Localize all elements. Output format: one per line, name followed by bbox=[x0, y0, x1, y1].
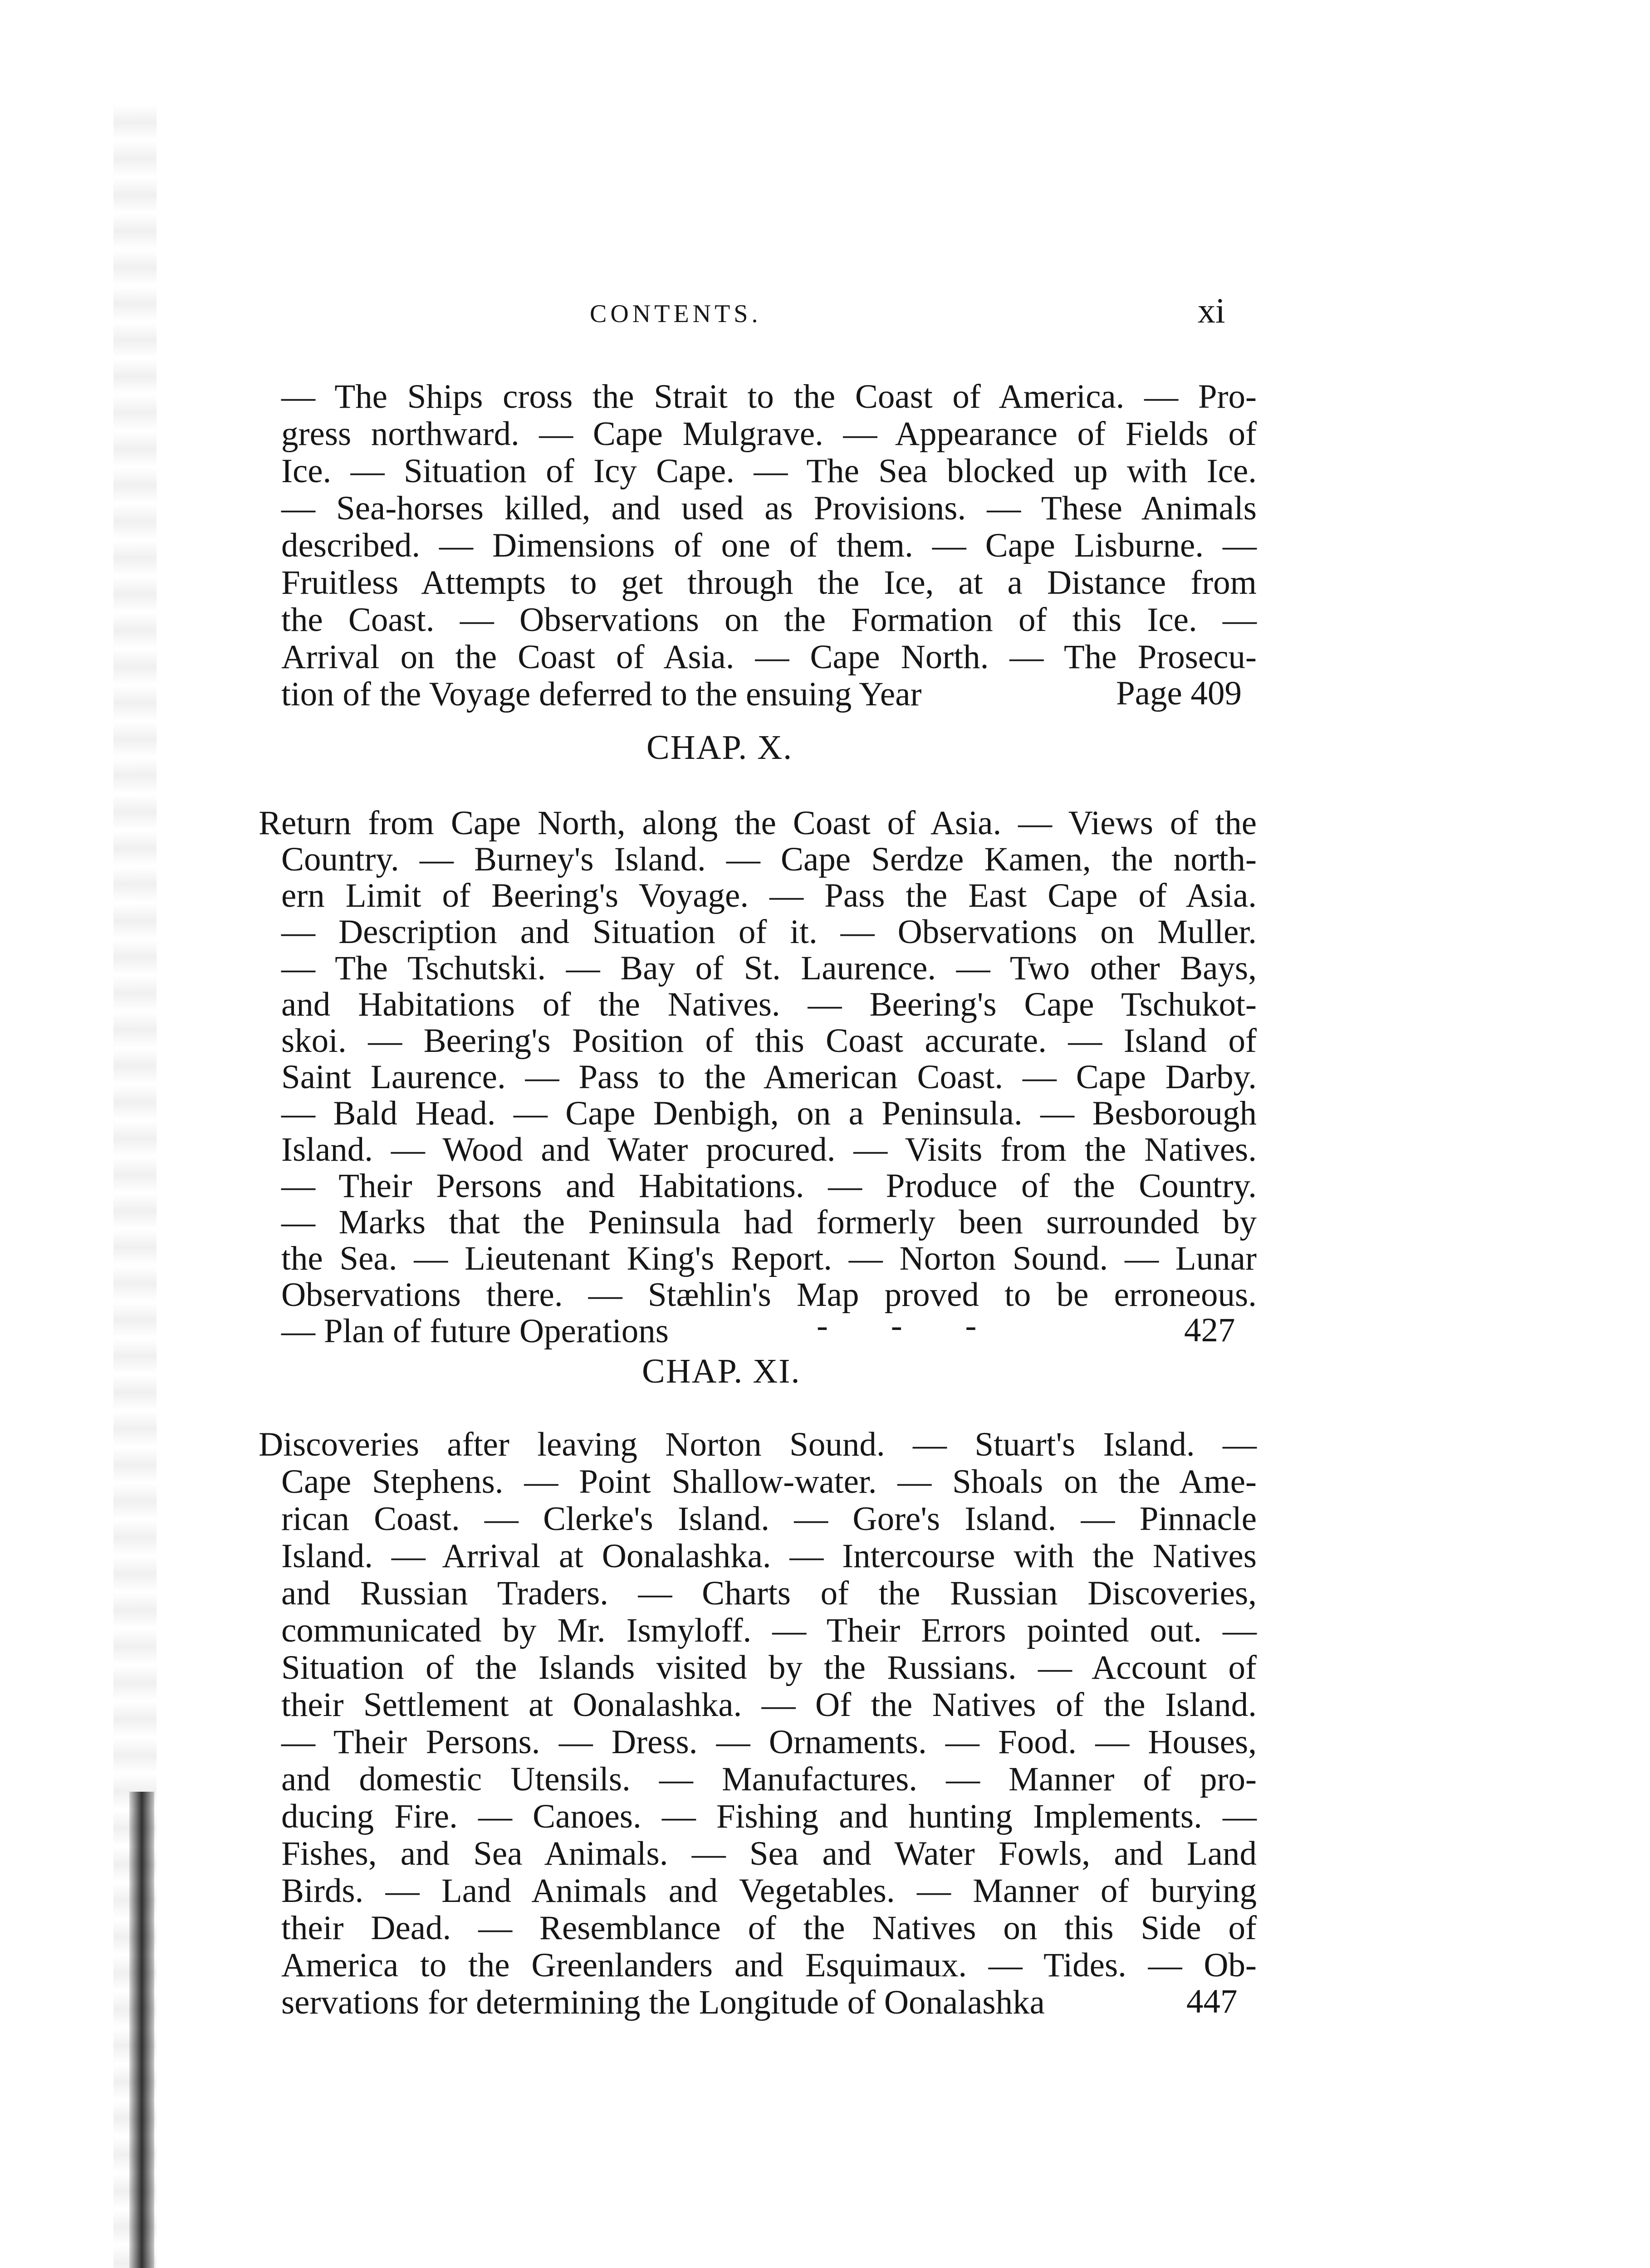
text-line: and Habitations of the Natives. — Beering's Cape Tschukot- bbox=[281, 986, 1257, 1023]
text-line: Cape Stephens. — Point Shallow-water. — Shoals on the Ame- bbox=[281, 1463, 1257, 1501]
text-line: the Coast. — Observations on the Formation of this Ice. — bbox=[281, 601, 1257, 639]
text-line: Situation of the Islands visited by the Russians. — Account of bbox=[281, 1649, 1257, 1686]
running-header: CONTENTS. bbox=[590, 300, 762, 328]
text-line: — Sea-horses killed, and used as Provisions. — These Animals bbox=[281, 489, 1257, 527]
text-line: communicated by Mr. Ismyloff. — Their Errors pointed out. — bbox=[281, 1612, 1257, 1649]
text-line: ducing Fire. — Canoes. — Fishing and hunting Implements. — bbox=[281, 1798, 1257, 1835]
page-reference: Page 409 bbox=[1116, 675, 1242, 712]
text-line: Discoveries after leaving Norton Sound. — Stuart's Island. — bbox=[259, 1426, 1257, 1463]
text-line: Country. — Burney's Island. — Cape Serdze Kamen, the north- bbox=[281, 841, 1257, 878]
text-line: Observations there. — Stæhlin's Map proved to be erroneous. bbox=[281, 1276, 1257, 1314]
text-line: the Sea. — Lieutenant King's Report. — Norton Sound. — Lunar bbox=[281, 1240, 1257, 1277]
text-line: ern Limit of Beering's Voyage. — Pass the East Cape of Asia. bbox=[281, 877, 1257, 914]
text-line: — The Tschutski. — Bay of St. Laurence. — Two other Bays, bbox=[281, 949, 1257, 987]
leader-dashes: - - - bbox=[817, 1307, 1004, 1344]
text-line: Arrival on the Coast of Asia. — Cape North. — The Prosecu- bbox=[281, 638, 1257, 676]
page-gutter-edge bbox=[129, 1792, 154, 2268]
text-line: rican Coast. — Clerke's Island. — Gore's Island. — Pinnacle bbox=[281, 1500, 1257, 1538]
text-line: servations for determining the Longitude of Oonalashka bbox=[281, 1984, 1045, 2021]
page-reference: 447 bbox=[1186, 1983, 1238, 2020]
page-number: xi bbox=[1198, 291, 1225, 330]
text-line: Return from Cape North, along the Coast of Asia. — Views of the bbox=[259, 804, 1257, 842]
text-line: and Russian Traders. — Charts of the Russian Discoveries, bbox=[281, 1574, 1257, 1612]
text-line: Ice. — Situation of Icy Cape. — The Sea blocked up with Ice. bbox=[281, 452, 1257, 490]
text-line: — Their Persons. — Dress. — Ornaments. — Food. — Houses, bbox=[281, 1723, 1257, 1761]
text-line: gress northward. — Cape Mulgrave. — Appearance of Fields of bbox=[281, 415, 1257, 453]
chapter-heading: CHAP. XI. bbox=[642, 1352, 801, 1390]
text-line: Island. — Arrival at Oonalashka. — Intercourse with the Natives bbox=[281, 1537, 1257, 1575]
text-line: Fruitless Attempts to get through the Ice, at a Distance from bbox=[281, 564, 1257, 601]
text-line: tion of the Voyage deferred to the ensuing Year bbox=[281, 675, 922, 713]
text-line: described. — Dimensions of one of them. — Cape Lisburne. — bbox=[281, 527, 1257, 564]
text-line: — Bald Head. — Cape Denbigh, on a Peninsula. — Besborough bbox=[281, 1095, 1257, 1132]
text-line: skoi. — Beering's Position of this Coast accurate. — Island of bbox=[281, 1022, 1257, 1060]
text-line: — Their Persons and Habitations. — Produce of the Country. bbox=[281, 1167, 1257, 1205]
text-line: Fishes, and Sea Animals. — Sea and Water Fowls, and Land bbox=[281, 1835, 1257, 1872]
text-line: and domestic Utensils. — Manufactures. — Manner of pro- bbox=[281, 1760, 1257, 1798]
text-line: — Description and Situation of it. — Observations on Muller. bbox=[281, 913, 1257, 951]
text-line: America to the Greenlanders and Esquimaux. — Tides. — Ob- bbox=[281, 1946, 1257, 1984]
text-line: — Plan of future Operations bbox=[281, 1312, 669, 1350]
text-line: their Dead. — Resemblance of the Natives on this Side of bbox=[281, 1909, 1257, 1947]
text-line: Saint Laurence. — Pass to the American Coast. — Cape Darby. bbox=[281, 1058, 1257, 1096]
chapter-heading: CHAP. X. bbox=[646, 728, 793, 767]
text-line: — Marks that the Peninsula had formerly been surrounded by bbox=[281, 1203, 1257, 1241]
text-line: — The Ships cross the Strait to the Coast of America. — Pro- bbox=[281, 378, 1257, 415]
text-line: Birds. — Land Animals and Vegetables. — Manner of burying bbox=[281, 1872, 1257, 1910]
text-line: Island. — Wood and Water procured. — Visits from the Natives. bbox=[281, 1131, 1257, 1168]
page-reference: 427 bbox=[1184, 1311, 1235, 1349]
text-line: their Settlement at Oonalashka. — Of the Natives of the Island. bbox=[281, 1686, 1257, 1724]
